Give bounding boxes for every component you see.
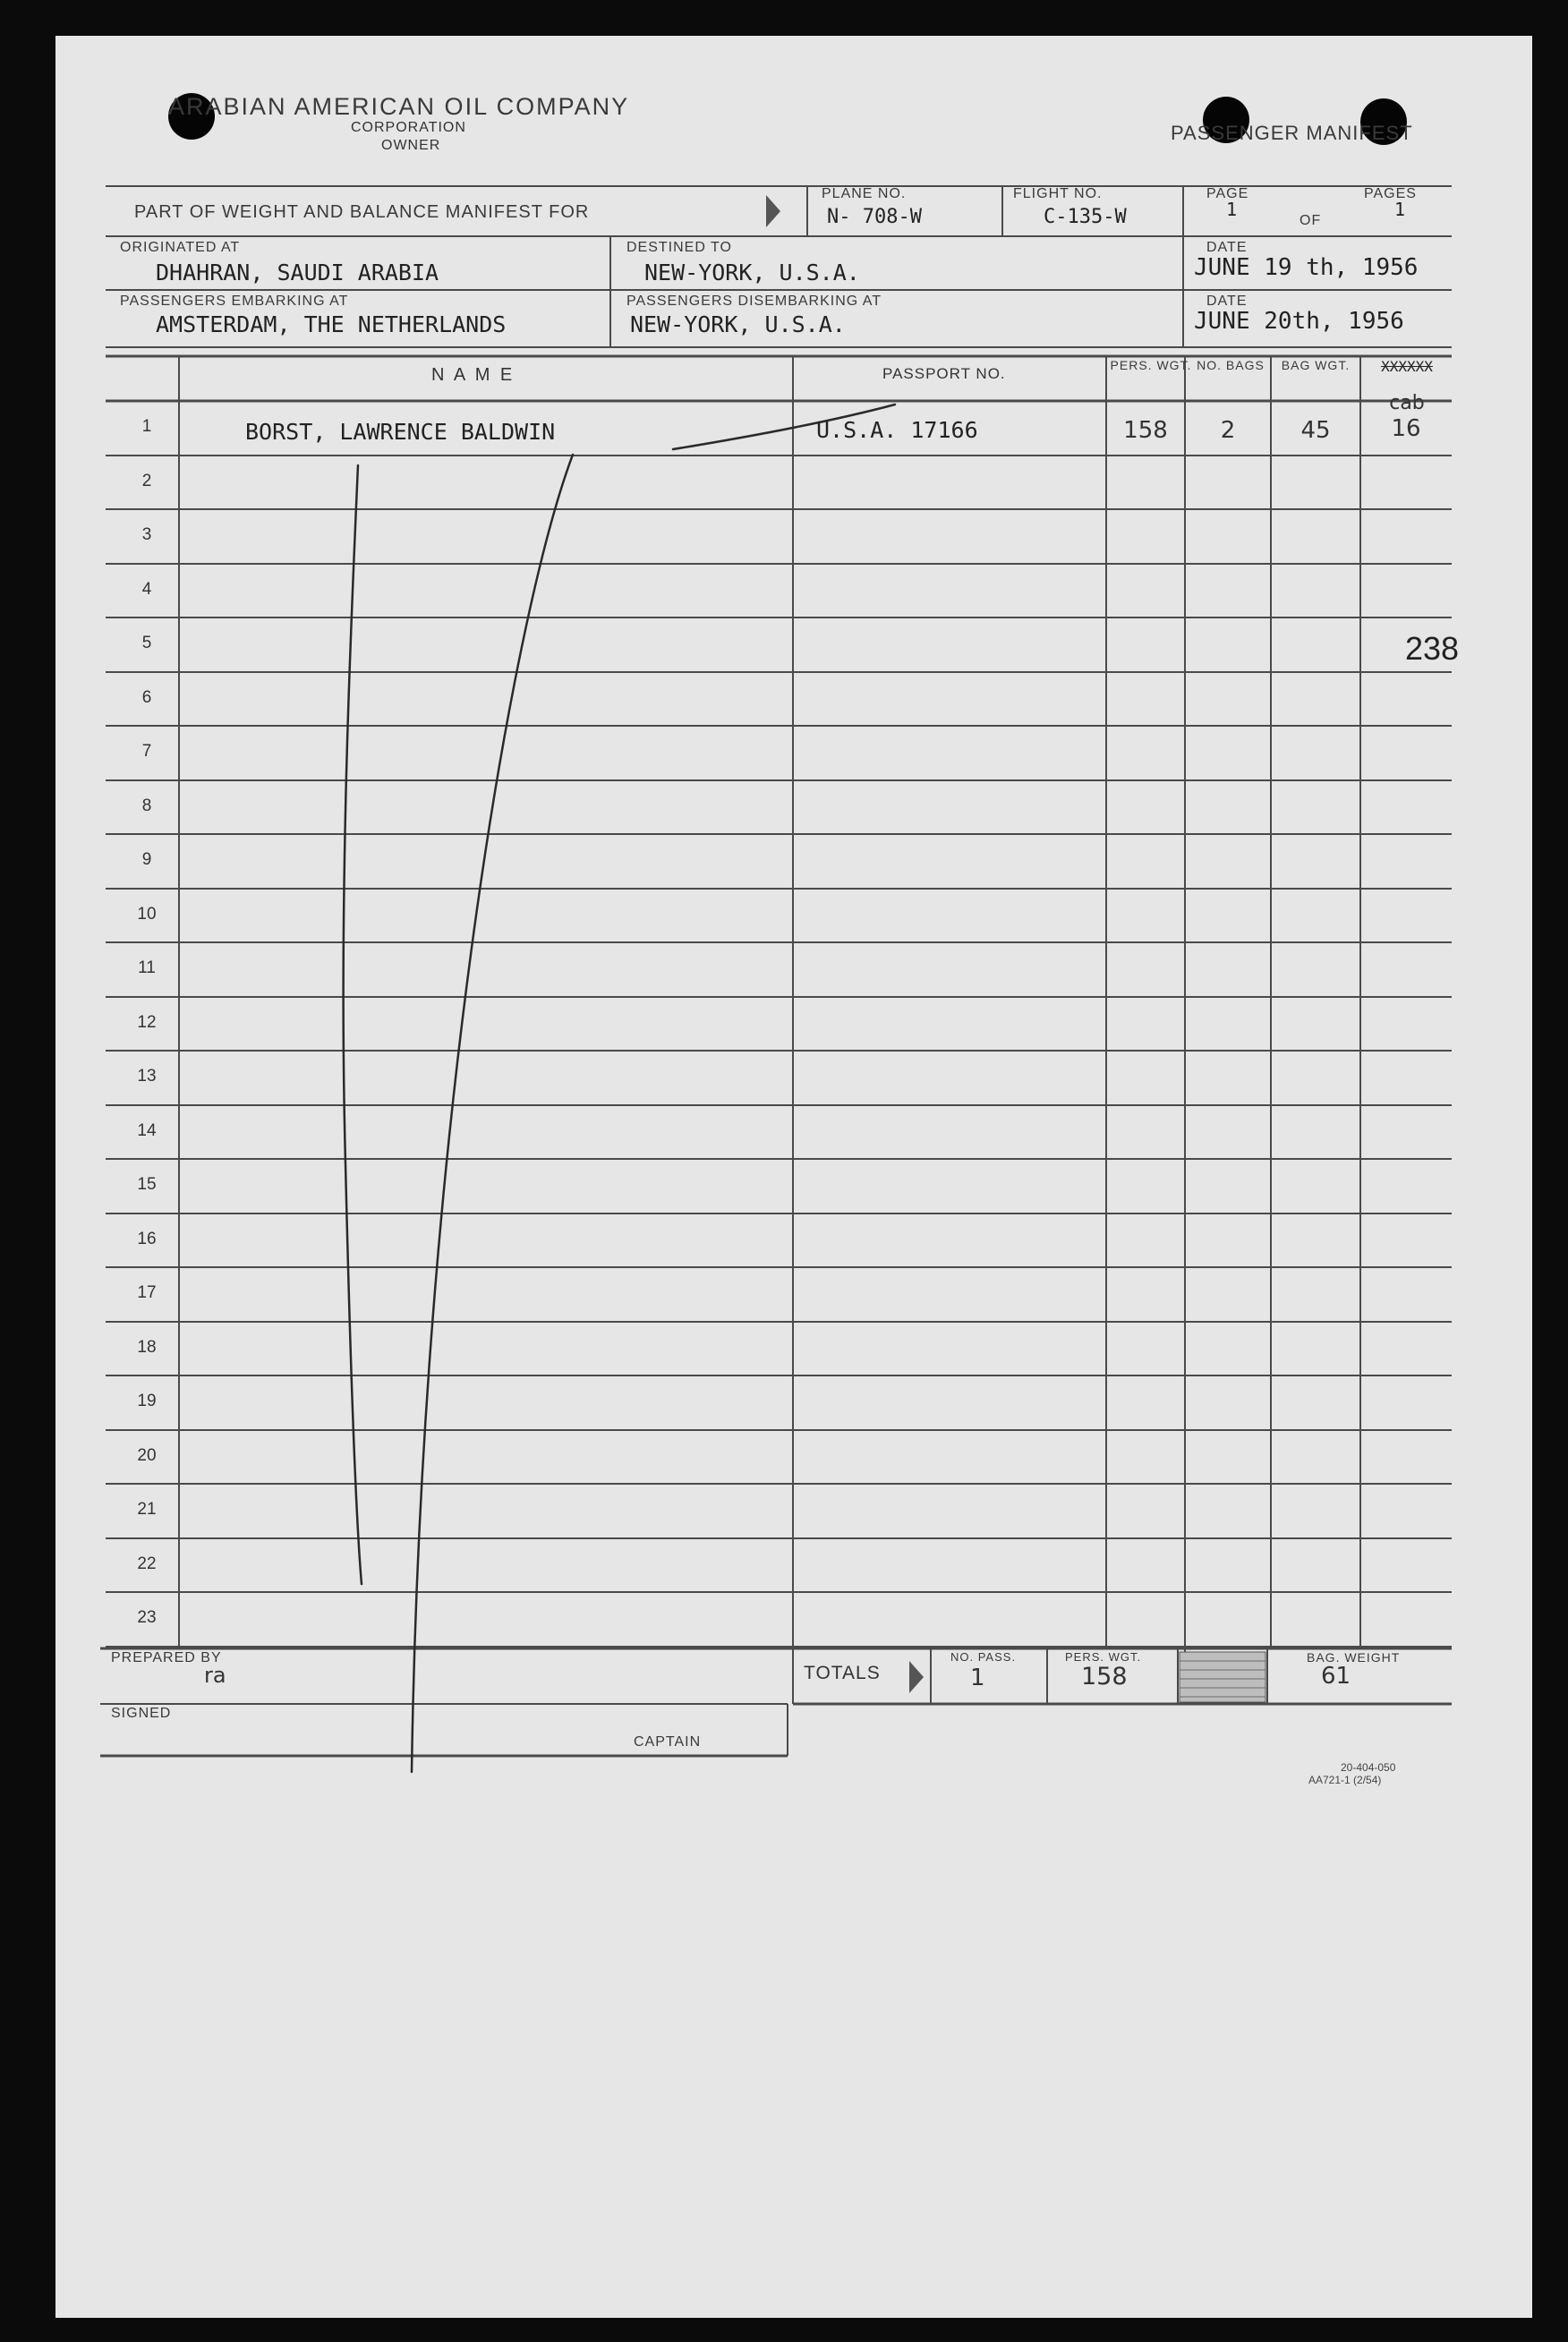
owner-label: OWNER	[381, 138, 441, 153]
disembark-label: PASSENGERS DISEMBARKING AT	[626, 294, 882, 309]
totals-pers-wgt-value: 158	[1081, 1663, 1128, 1690]
pages-value: 1	[1394, 199, 1406, 220]
row-number: 15	[137, 1175, 157, 1194]
originated-label: ORIGINATED AT	[120, 240, 241, 255]
col-header-passport: PASSPORT NO.	[882, 365, 1006, 382]
date-2-value: JUNE 20th, 1956	[1194, 308, 1404, 335]
row-number: 23	[137, 1608, 157, 1627]
company-name: ARABIAN AMERICAN OIL COMPANY	[168, 93, 630, 120]
destined-value: NEW-YORK, U.S.A.	[644, 260, 860, 285]
company-sub: CORPORATION	[351, 120, 466, 135]
row-number: 19	[137, 1392, 157, 1410]
passenger-no-bags: 2	[1220, 417, 1236, 444]
row-number: 17	[137, 1283, 157, 1302]
passenger-bag-wgt: 45	[1300, 417, 1331, 444]
row-number: 20	[137, 1446, 157, 1465]
page-label: PAGE	[1206, 186, 1249, 201]
row-number: 4	[141, 580, 152, 599]
row-number: 5	[141, 634, 152, 652]
date-label-2: DATE	[1206, 294, 1248, 309]
originated-value: DHAHRAN, SAUDI ARABIA	[156, 260, 439, 285]
flight-no-label: FLIGHT NO.	[1013, 186, 1103, 201]
no-pass-value: 1	[970, 1665, 985, 1691]
no-pass-label: NO. PASS.	[950, 1650, 1017, 1664]
disembark-value: NEW-YORK, U.S.A.	[630, 311, 846, 337]
bag-weight-label: BAG. WEIGHT	[1307, 1650, 1401, 1665]
plane-no-label: PLANE NO.	[822, 186, 907, 201]
row-number: 11	[138, 958, 156, 977]
weight-balance-label: PART OF WEIGHT AND BALANCE MANIFEST FOR	[134, 202, 590, 222]
passenger-cab: 16	[1391, 415, 1421, 442]
row-number: 18	[137, 1338, 157, 1357]
col-header-bag-wgt: BAG WGT.	[1281, 358, 1351, 372]
col-header-cab: cab	[1389, 392, 1425, 414]
destined-label: DESTINED TO	[626, 240, 732, 255]
row-number: 9	[141, 850, 152, 869]
embark-label: PASSENGERS EMBARKING AT	[120, 294, 349, 309]
page-value: 1	[1226, 199, 1238, 220]
of-label: OF	[1300, 213, 1322, 228]
captain-label: CAPTAIN	[634, 1734, 702, 1750]
col-header-pers-wgt: PERS. WGT.	[1110, 358, 1192, 372]
row-number: 3	[141, 525, 152, 544]
margin-note: 238	[1405, 630, 1460, 667]
prepared-by-value: ra	[204, 1663, 226, 1688]
passenger-passport: U.S.A. 17166	[816, 417, 978, 443]
row-number: 10	[137, 905, 157, 924]
date-1-value: JUNE 19 th, 1956	[1194, 254, 1419, 281]
row-number: 21	[137, 1500, 157, 1519]
row-number: 16	[137, 1230, 157, 1248]
row-number: 6	[141, 688, 152, 707]
form-code-2: AA721-1 (2/54)	[1308, 1774, 1382, 1786]
col-header-no-bags: NO. BAGS	[1197, 358, 1265, 372]
row-number: 7	[141, 742, 152, 761]
row-number: 2	[141, 472, 152, 490]
bag-weight-value: 61	[1321, 1663, 1351, 1690]
row-number: 14	[137, 1121, 157, 1140]
col-header-name: N A M E	[431, 365, 516, 385]
date-label-1: DATE	[1206, 240, 1248, 255]
form-title: PASSENGER MANIFEST	[1171, 122, 1413, 144]
totals-pers-wgt-label: PERS. WGT.	[1065, 1650, 1142, 1664]
row-number: 22	[137, 1554, 157, 1573]
pages-label: PAGES	[1364, 186, 1417, 201]
passenger-pers-wgt: 158	[1123, 417, 1168, 444]
form-code-1: 20-404-050	[1341, 1761, 1396, 1774]
plane-no-value: N- 708-W	[827, 206, 922, 228]
totals-label: TOTALS	[804, 1663, 881, 1683]
signed-label: SIGNED	[111, 1706, 172, 1721]
row-number: 1	[141, 417, 152, 436]
embark-value: AMSTERDAM, THE NETHERLANDS	[156, 311, 507, 337]
row-number: 8	[141, 796, 152, 815]
row-number: 12	[137, 1013, 157, 1032]
flight-no-value: C-135-W	[1044, 206, 1127, 228]
prepared-by-label: PREPARED BY	[111, 1650, 222, 1665]
row-number: 13	[137, 1067, 157, 1086]
passenger-name: BORST, LAWRENCE BALDWIN	[245, 419, 556, 445]
col-header-struck: XXXXXX	[1381, 358, 1433, 375]
